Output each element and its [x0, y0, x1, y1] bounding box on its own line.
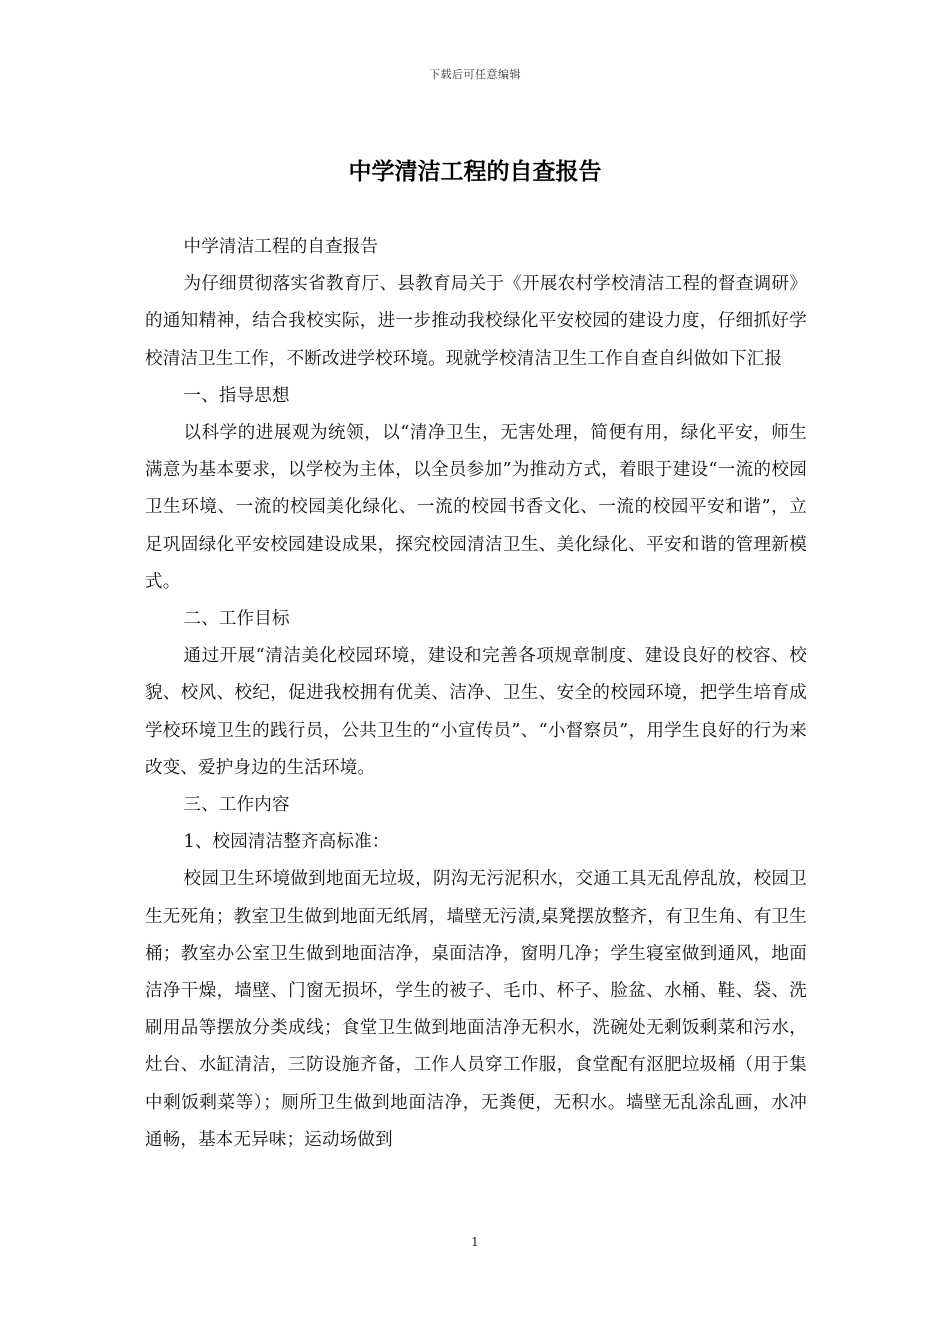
- section-heading-guiding-ideology: 一、指导思想: [183, 385, 290, 406]
- section-heading-work-content: 三、工作内容: [183, 795, 290, 816]
- subsection-heading-campus-clean: 1、校园清洁整齐高标准：: [183, 832, 390, 853]
- body-paragraph-campus-clean: 校园卫生环境做到地面无垃圾，阴沟无污泥积水，交通工具无乱停乱放，校园卫生无死角；教室卫生做到地面无纸屑，墙壁无污渍,桌凳摆放整齐，有卫生角、有卫生桶；教室办公室卫生做到地面洁净，桌面洁净，窗明几净；学生寝室做到通风，地面洁净干燥，墙壁、门窗无损坏，学生的被子、毛巾、杯子、脸盆、水桶、鞋、袋、洗刷用品等摆放分类成线；食堂卫生做到地面洁净无积水，洗碗处无剩饭剩菜和污水，灶台、水缸清洁，三防设施齐备，工作人员穿工作服，食堂配有沤肥垃圾桶（用于集中剩饭剩菜等）；厕所卫生做到地面洁净，无粪便，无积水。墙壁无乱涂乱画，水冲通畅，基本无异味；运动场做到: [145, 869, 807, 1150]
- body-paragraph-intro: 为仔细贯彻落实省教育厅、县教育局关于《开展农村学校清洁工程的督查调研》的通知精神，结合我校实际，进一步推动我校绿化平安校园的建设力度，仔细抓好学校清洁卫生工作，不断改进学校环境。现就学校清洁卫生工作自查自纠做如下汇报: [145, 274, 807, 369]
- body-paragraph-guiding-ideology: 以科学的进展观为统领，以“清净卫生，无害处理，简便有用，绿化平安，师生满意为基本要求，以学校为主体，以全员参加”为推动方式，着眼于建设“一流的校园卫生环境、一流的校园美化绿化、一流的校园书香文化、一流的校园平安和谐”，立足巩固绿化平安校园建设成果，探究校园清洁卫生、美化绿化、平安和谐的管理新模式。: [145, 423, 807, 592]
- body-paragraph-subtitle: 中学清洁工程的自查报告: [183, 237, 379, 257]
- page-number: 1: [471, 1235, 479, 1249]
- document-body: [145, 229, 807, 1159]
- section-heading-work-goals: 二、工作目标: [183, 609, 290, 630]
- header-note: 下载后可任意编辑: [429, 68, 521, 81]
- document-title: 中学清洁工程的自查报告: [348, 159, 602, 185]
- body-paragraph-work-goals: 通过开展“清洁美化校园环境，建设和完善各项规章制度、建设良好的校容、校貌、校风、校纪，促进我校拥有优美、洁净、卫生、安全的校园环境，把学生培育成学校环境卫生的践行员，公共卫生的“小宣传员”、“小督察员”，用学生良好的行为来改变、爱护身边的生活环境。: [145, 646, 807, 778]
